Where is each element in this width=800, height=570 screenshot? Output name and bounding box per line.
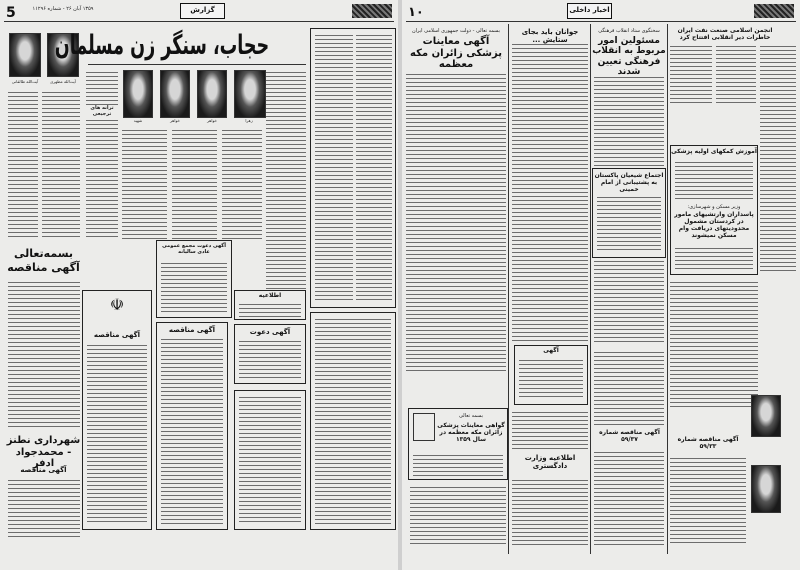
notice-box: [234, 290, 306, 320]
tender-ad-box: [82, 290, 152, 530]
column-rule: [508, 24, 509, 554]
ad-title: اطلاعیه: [258, 292, 282, 299]
right-newspaper-page: [402, 0, 800, 570]
header-rule: [406, 21, 796, 22]
photo-caption: خواهر: [207, 118, 217, 123]
kicker: سخنگوی ستاد انقلاب فرهنگی: [598, 28, 660, 34]
column-rule: [590, 24, 591, 554]
tender-ad-box: [156, 322, 228, 530]
article-column: [670, 44, 712, 104]
section-label: گزارش: [180, 3, 225, 19]
headline: اجتماع شیعیان پاکستان به پشتیبانی از امام خمینی: [594, 172, 664, 193]
ad-body: [594, 350, 664, 425]
article-column: [410, 485, 506, 545]
headline: آگهی معاینات پزشکی زائران مکه معظمه: [410, 36, 502, 70]
issue-date: ۱۳۵۹ آبان ۲۶ - شماره ۱۱۲۹۶: [32, 6, 94, 12]
photo-caption: آیت‌الله مطهری: [50, 79, 76, 84]
subheading: ترانه های ترجیعی: [86, 105, 118, 117]
pakistan-article-box: [592, 168, 666, 258]
notice-box: [514, 345, 588, 405]
kicker: بسمه تعالی - دولت جمهوری اسلامی ایران: [411, 28, 501, 34]
ad-title: بسمه‌تعالی: [13, 247, 74, 260]
first-aid-article-box: [670, 145, 758, 275]
portrait-photo: [751, 465, 781, 513]
headline: جوانان باید بجای ستایش ...: [521, 28, 579, 45]
section-label: اخبار داخلی: [567, 3, 612, 19]
newspaper-logo: [754, 4, 794, 18]
article-column: [86, 70, 118, 240]
headline: آگهی مناقصه شماره ۵۹/۳۷: [592, 430, 667, 444]
article-column: [122, 128, 167, 240]
page-number: 5: [6, 5, 16, 21]
column-rule: [667, 24, 668, 554]
ad-body: [8, 280, 80, 430]
ad-box: [310, 312, 396, 530]
headline-rule: [88, 64, 306, 65]
article-column: [8, 90, 38, 240]
pilgrim-certificate-box: [408, 408, 508, 480]
iran-emblem-icon: ☫: [109, 295, 125, 314]
portrait-photo: [197, 70, 227, 118]
photo-caption: زهرا: [245, 118, 253, 123]
ad-title: آگهی مناقصه: [168, 326, 216, 334]
article-column: [670, 280, 758, 410]
kicker: وزیر مسکن و شهرسازی:: [687, 204, 741, 210]
article-column: [222, 128, 262, 240]
article-column: [406, 72, 506, 372]
ad-title: آگهی دعوت: [249, 328, 291, 336]
article-column: [760, 44, 796, 274]
invitation-ad-box: [234, 324, 306, 384]
municipality-signature: شهرداری نطنز - محمدجواد ادفر: [6, 435, 81, 469]
ad-body: [594, 450, 664, 545]
ad-title: بسمه تعالی: [458, 413, 484, 419]
header-rule: [4, 21, 394, 22]
portrait-photo: [160, 70, 190, 118]
headline: آموزش کمکهای اولیه پزشکی: [671, 148, 757, 155]
portrait-photo: [9, 33, 41, 77]
ad-body: [670, 456, 746, 546]
ad-title: آگهی مناقصه: [20, 466, 67, 474]
photo-placeholder: [413, 413, 435, 441]
headline: انجمن اسلامی صنعت نفت ایران خاطرات دیر انقلابی افتتاح کرد: [677, 27, 773, 41]
left-newspaper-page: [0, 0, 398, 570]
article-column: [266, 70, 306, 310]
headline: گواهی معاینات پزشکی زائران مکه معظمه در سال ۱۳۵۹: [437, 422, 505, 443]
photo-caption: آیت‌الله طالقانی: [11, 79, 39, 84]
ad-box: [234, 390, 306, 530]
ad-subtitle: آگهی مناقصه: [7, 261, 80, 274]
portrait-photo: [123, 70, 153, 118]
article-column: [512, 42, 588, 342]
newspaper-logo: [352, 4, 392, 18]
article-column: [172, 128, 217, 240]
portrait-photo: [234, 70, 266, 118]
side-article-box: [310, 28, 396, 308]
ad-body: [8, 478, 80, 538]
page-number: ۱۰: [408, 5, 424, 20]
headline: پاسداران وارتشیهای مامور در کردستان مشمول محدودیتهای دریافت وام مسکن نمیشوند: [674, 211, 754, 239]
meeting-ad-box: [156, 240, 232, 318]
headline: مسئولین امور مربوط به انقلاب فرهنگی تعیین شدند: [592, 36, 666, 78]
headline: اطلاعیه وزارت دادگستری: [510, 454, 590, 470]
ad-body: [512, 478, 588, 546]
headline: آگهی مناقصه شماره ۵۹/۳۳: [669, 437, 747, 451]
photo-caption: شهید: [133, 118, 143, 123]
ad-title: آگهی دعوت مجمع عمومی عادی سالیانه: [162, 243, 226, 255]
photo-caption: خواهر: [170, 118, 180, 123]
ad-title: آگهی مناقصه: [93, 331, 141, 339]
article-column: [716, 44, 756, 104]
article-column: [42, 90, 80, 240]
ad-body: [512, 410, 588, 450]
ad-title: آگهی: [543, 347, 559, 354]
main-headline: حجاب، سنگر زن مسلمان: [54, 30, 270, 61]
portrait-photo: [751, 395, 781, 437]
